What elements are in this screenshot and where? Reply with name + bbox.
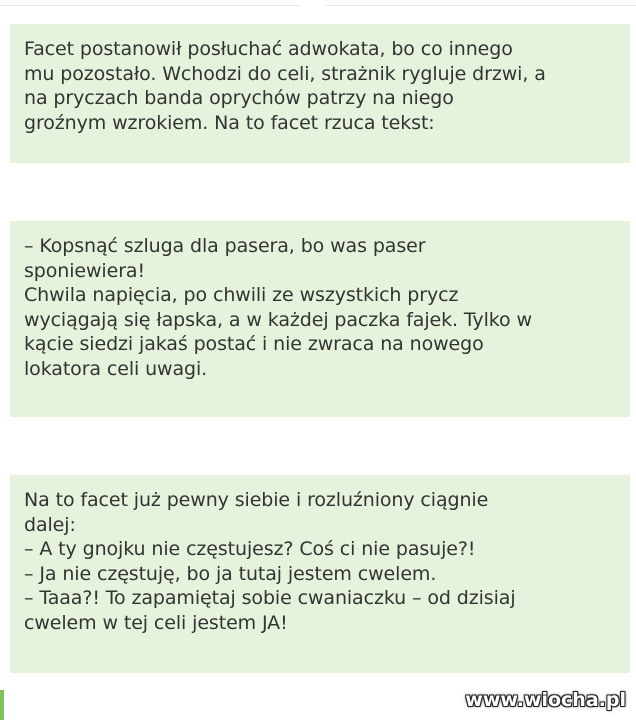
- accent-bar: [0, 690, 4, 720]
- text-block-3: [10, 475, 630, 673]
- top-divider-right: [326, 0, 636, 6]
- text-line: sponiewiera!: [24, 259, 145, 282]
- top-edge-divider: [0, 0, 636, 8]
- top-divider-left: [0, 0, 300, 6]
- text-line: – Ja nie częstuję, bo ja tutaj jestem cwelem.: [24, 562, 437, 585]
- text-line: – Taaa?! To zapamiętaj sobie cwaniaczku – od dzisiaj: [24, 587, 516, 609]
- text-line: cwelem w tej celi jestem JA!: [24, 611, 288, 634]
- text-line: lokatora celi uwagi.: [24, 357, 208, 380]
- text-line: Chwila napięcia, po chwili ze wszystkich prycz: [24, 284, 459, 306]
- text-block-1: [10, 24, 630, 163]
- text-line: mu pozostało. Wchodzi do celi, strażnik rygluje drzwi, a: [24, 62, 546, 85]
- text-line: kącie siedzi jakaś postać i nie zwraca na nowego: [24, 333, 484, 355]
- text-line: – Kopsnąć szluga dla pasera, bo was paser: [24, 235, 426, 257]
- text-line: wyciągają się łapska, a w każdej paczka fajek. Tylko w: [24, 308, 532, 331]
- text-line: groźnym wzrokiem. Na to facet rzuca tekst:: [24, 111, 435, 134]
- text-line: dalej:: [24, 513, 76, 536]
- text-line: Facet postanowił posłuchać adwokata, bo co innego: [24, 38, 513, 60]
- text-line: – A ty gnojku nie częstujesz? Coś ci nie pasuje?!: [24, 538, 476, 560]
- text-line: na pryczach banda oprychów patrzy na niego: [24, 87, 454, 109]
- watermark: www.wiocha.pl: [465, 689, 626, 711]
- text-block-2: [10, 221, 630, 417]
- text-line: Na to facet już pewny siebie i rozluźniony ciągnie: [24, 489, 489, 511]
